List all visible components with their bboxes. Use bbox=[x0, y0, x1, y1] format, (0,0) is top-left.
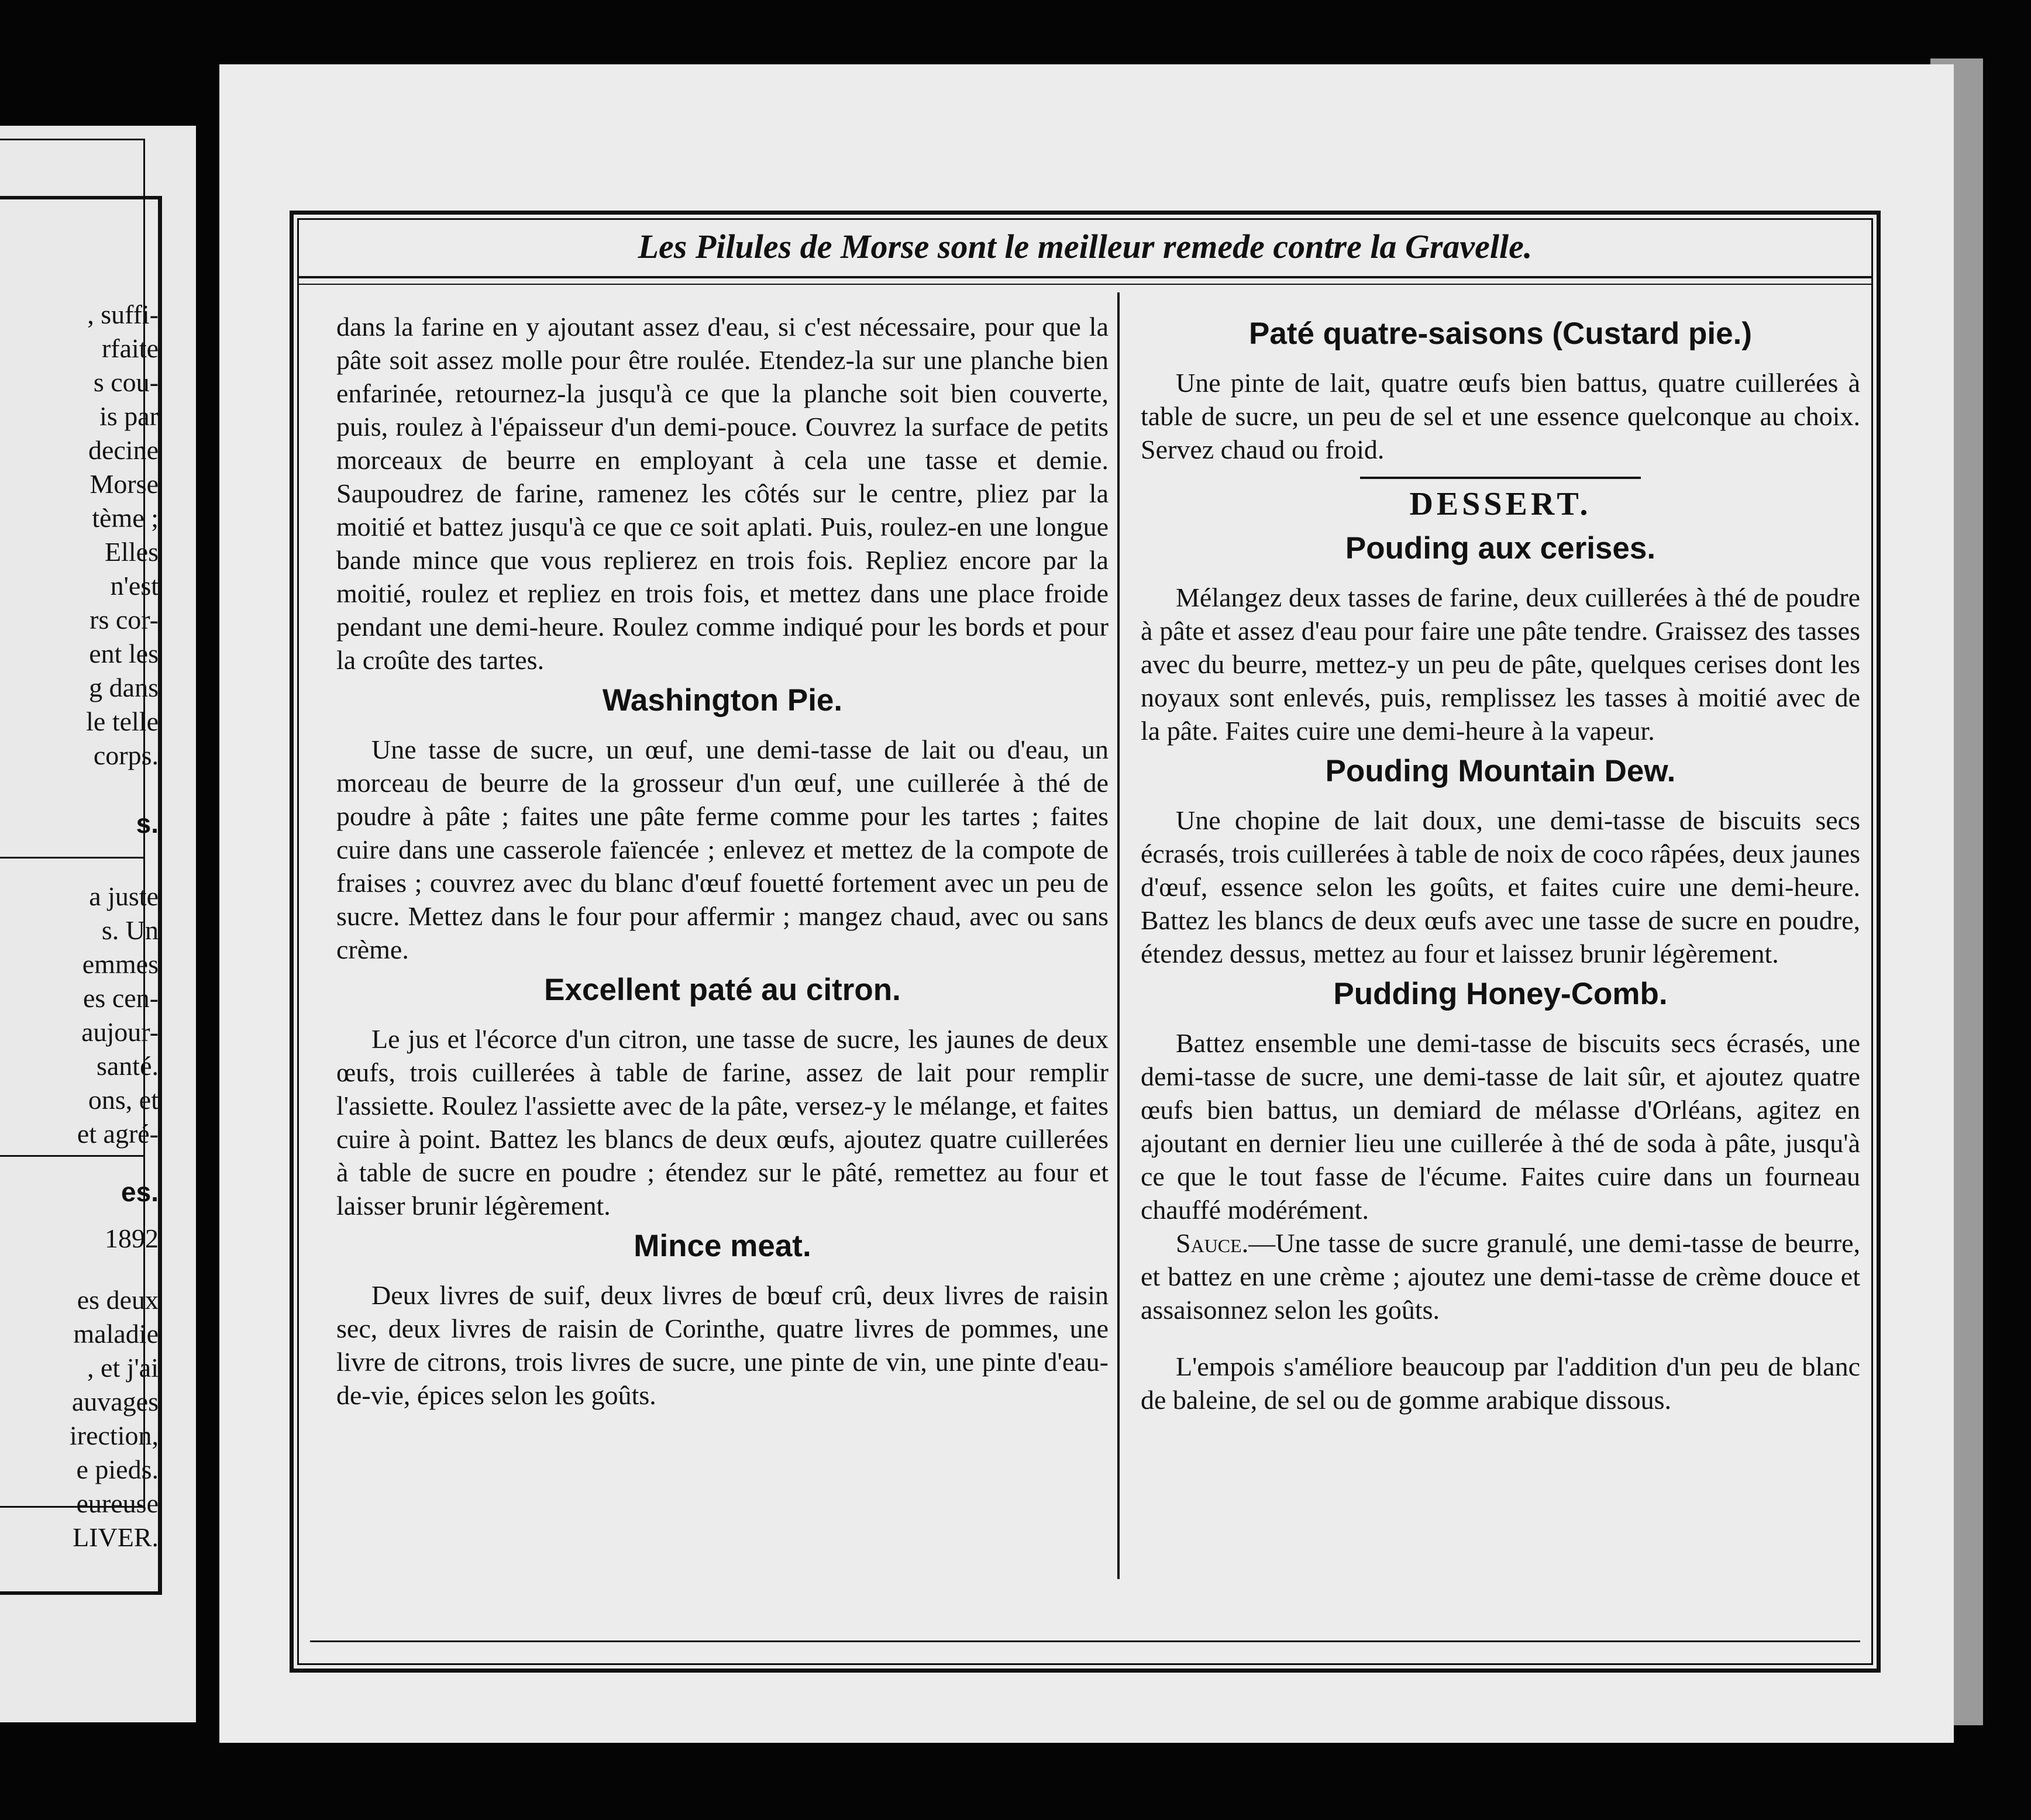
previous-page-line: is par bbox=[99, 401, 159, 431]
previous-page-line: et agré- bbox=[77, 1119, 159, 1149]
recipe-text-pate-au-citron: Le jus et l'écorce d'un citron, une tasse de sucre, les jaunes de deux œufs, trois cuillerées à table de farine, assez de lait pour remplir l'assiette. Roulez l'assiette avec de la pâte, versez-y le mélange, et faites cuire à point. Battez les blancs de deux œufs, ajoutez quatre cuillerées à table de sucre en poudre ; étendez sur le pâté, remettez au four et laisser brunir légèrement. bbox=[336, 1024, 1109, 1221]
previous-page-rule bbox=[0, 857, 143, 859]
previous-page-line: es deux bbox=[77, 1285, 159, 1315]
book-page bbox=[219, 64, 1954, 1743]
sauce-text: —Une tasse de sucre granulé, une demi-tasse de beurre, et battez en une crème ; ajoutez une demi-tasse de crème douce et assaisonnez selon les goûts. bbox=[1141, 1228, 1860, 1325]
previous-page-line: aujour- bbox=[81, 1017, 159, 1047]
previous-page-line: santé. bbox=[96, 1051, 159, 1081]
previous-page-line: tème ; bbox=[92, 503, 159, 533]
previous-page-line: Morse bbox=[89, 469, 159, 499]
previous-page-line: eureuse bbox=[76, 1488, 159, 1518]
section-rule bbox=[1360, 477, 1641, 479]
previous-page-line: ent les bbox=[89, 639, 159, 668]
previous-page-line: le telle bbox=[86, 706, 159, 736]
previous-page-line: g dans bbox=[89, 673, 159, 702]
previous-page-line: rs cor- bbox=[89, 605, 159, 635]
previous-page-line: s. bbox=[136, 808, 159, 839]
left-column bbox=[336, 310, 1109, 1412]
previous-page-strip bbox=[0, 126, 196, 1722]
recipe-text-honey-comb: Battez ensemble une demi-tasse de biscuits secs écrasés, une demi-tasse de sucre, une demi-tasse de lait sûr, et ajoutez quatre œufs bien battus, un demiard de mélasse d'Orléans, agitez en ajoutant en dernier lieu une cuillerée à thé de soda à pâte, jusqu'à ce que le tout fasse de l'écume. Faites cuire dans un fourneau chauffé modérément. bbox=[1141, 1028, 1860, 1225]
previous-page-line: maladie bbox=[73, 1319, 159, 1349]
page-banner: Les Pilules de Morse sont le meilleur remede contre la Gravelle. bbox=[638, 227, 1533, 266]
previous-page-line: decine bbox=[88, 435, 159, 465]
section-title-dessert: DESSERT. bbox=[1409, 486, 1592, 522]
previous-page-line: e pieds. bbox=[76, 1454, 159, 1484]
sauce-label: Sauce. bbox=[1176, 1228, 1249, 1258]
previous-page-rule bbox=[0, 1155, 143, 1157]
recipe-title-honey-comb: Pudding Honey-Comb. bbox=[1333, 977, 1668, 1011]
previous-page-line: irection, bbox=[70, 1421, 159, 1450]
book-gutter bbox=[196, 105, 219, 1743]
right-column bbox=[1141, 310, 1860, 1416]
previous-page-line: LIVER. bbox=[73, 1522, 159, 1552]
recipe-text-washington-pie: Une tasse de sucre, un œuf, une demi-tasse de lait ou d'eau, un morceau de beurre de la grosseur d'un œuf, une cuillerée à thé de poudre à pâte ; faites une pâte ferme comme pour les tartes ; faites cuire dans une casserole faïencée ; enlevez et mettez de la compote de fraises ; couvrez avec du blanc d'œuf fouetté fortement avec un peu de sucre. Mettez dans le four pour affermir ; mangez chaud, avec ou sans crème. bbox=[336, 735, 1109, 964]
previous-page-line: rfaite bbox=[101, 333, 159, 363]
previous-page-line: emmes bbox=[82, 949, 159, 979]
sauce-paragraph bbox=[1141, 1226, 1860, 1326]
recipe-title-pouding-cerises: Pouding aux cerises. bbox=[1345, 531, 1656, 566]
previous-page-line: a juste bbox=[89, 881, 159, 911]
banner-rule bbox=[297, 276, 1873, 278]
bottom-rule bbox=[310, 1640, 1860, 1642]
previous-page-line: 1892 bbox=[105, 1223, 159, 1253]
recipe-title-custard-pie: Paté quatre-saisons (Custard pie.) bbox=[1249, 316, 1752, 351]
previous-page-line: ons, et bbox=[88, 1085, 159, 1115]
recipe-text-mince-meat: Deux livres de suif, deux livres de bœuf crû, deux livres de raisin sec, deux livres de raisin de Corinthe, quatre livres de pommes, une livre de citrons, trois livres de sucre, une pinte de vin, une pinte d'eau-de-vie, épices selon les goûts. bbox=[336, 1280, 1109, 1410]
banner-rule-thin bbox=[297, 284, 1873, 285]
recipe-text-custard-pie: Une pinte de lait, quatre œufs bien battus, quatre cuillerées à table de sucre, un peu de sel et une essence quelconque au choix. Servez chaud ou froid. bbox=[1141, 368, 1860, 464]
previous-page-line: s cou- bbox=[93, 367, 159, 397]
previous-page-line: es. bbox=[121, 1177, 159, 1207]
previous-page-line: Elles bbox=[105, 537, 159, 567]
closing-note: L'empois s'améliore beaucoup par l'addition d'un peu de blanc de baleine, de sel ou de gomme arabique dissous. bbox=[1141, 1352, 1860, 1415]
recipe-title-mince-meat: Mince meat. bbox=[634, 1229, 811, 1263]
previous-page-line: , et j'ai bbox=[87, 1353, 159, 1383]
previous-page-line: n'est bbox=[110, 571, 159, 601]
previous-page-line: es cen- bbox=[83, 983, 159, 1013]
previous-page-line: , suffi- bbox=[87, 299, 159, 329]
recipe-text-pouding-cerises: Mélangez deux tasses de farine, deux cuillerées à thé de poudre à pâte et assez d'eau pour faire une pâte tendre. Graissez des tasses avec du beurre, mettez-y un peu de pâte, quelques cerises dont les noyaux sont enlevés, puis, remplissez les tasses à moitié avec de la pâte. Faites cuire une demi-heure à la vapeur. bbox=[1141, 582, 1860, 746]
continued-recipe-text: dans la farine en y ajoutant assez d'eau, si c'est nécessaire, pour que la pâte soit assez molle pour être roulée. Etendez-la sur une planche bien enfarinée, retournez-la jusqu'à ce que la planche soit bien couverte, puis, roulez à l'épaisseur d'un demi-pouce. Couvrez la surface de petits morceaux de beurre en employant à cela une tasse et demie. Saupoudrez de farine, ramenez les côtés sur le centre, pliez par la moitié et battez jusqu'à ce que ce soit aplati. Puis, roulez-en une longue bande mince que vous replierez en trois fois. Repliez encore par la moitié, roulez et repliez en trois fois, et mettez dans une place froide pendant une demi-heure. Roulez comme indiqué pour les bords et pour la croûte des tartes. bbox=[336, 312, 1109, 675]
column-divider bbox=[1117, 292, 1120, 1579]
previous-page-line: auvages bbox=[71, 1387, 159, 1416]
previous-page-line: corps. bbox=[93, 740, 159, 770]
recipe-title-washington-pie: Washington Pie. bbox=[602, 683, 843, 718]
recipe-title-pate-au-citron: Excellent paté au citron. bbox=[544, 973, 901, 1007]
previous-page-line: s. Un bbox=[101, 915, 159, 945]
recipe-title-mountain-dew: Pouding Mountain Dew. bbox=[1325, 754, 1676, 788]
recipe-text-mountain-dew: Une chopine de lait doux, une demi-tasse de biscuits secs écrasés, trois cuillerées à table de noix de coco râpées, deux jaunes d'œuf, essence selon les goûts, et faites cuire une demi-heure. Battez les blancs de deux œufs avec une tasse de sucre en poudre, étendez dessus, mettez au four et laissez brunir légèrement. bbox=[1141, 805, 1860, 968]
